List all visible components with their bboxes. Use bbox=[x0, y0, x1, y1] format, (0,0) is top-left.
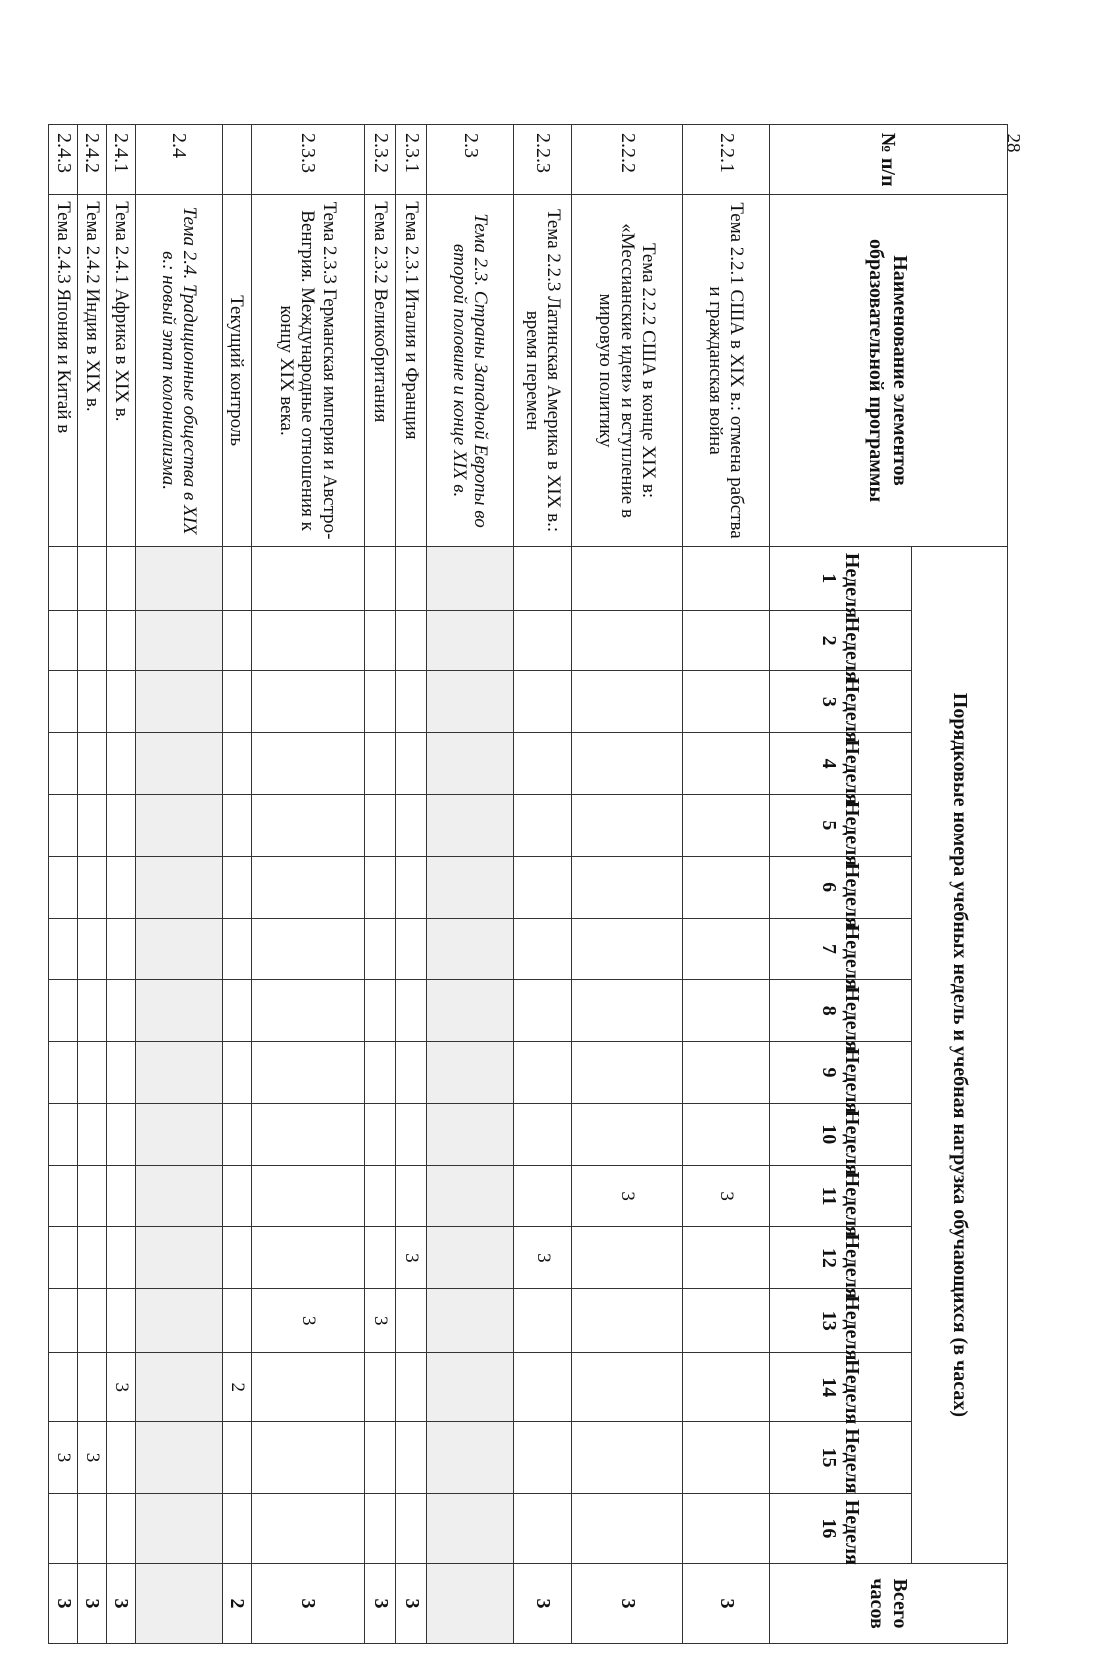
schedule-table bbox=[48, 124, 1008, 1644]
hours-cell-week-2 bbox=[49, 610, 78, 671]
header-week-8: Неделя 8 bbox=[770, 980, 912, 1042]
hours-cell-week-14 bbox=[396, 1353, 427, 1422]
hours-cell-week-11 bbox=[365, 1165, 396, 1227]
table-row bbox=[106, 125, 135, 1644]
hours-cell-week-13 bbox=[78, 1289, 107, 1353]
hours-cell-week-4 bbox=[683, 733, 770, 795]
hours-cell-week-5 bbox=[222, 794, 251, 856]
hours-cell-week-3 bbox=[427, 671, 514, 733]
hours-cell-week-9 bbox=[427, 1042, 514, 1104]
hours-cell-week-9 bbox=[396, 1042, 427, 1104]
hours-cell-week-5 bbox=[106, 794, 135, 856]
hours-cell-week-7 bbox=[571, 918, 682, 980]
hours-cell-week-14 bbox=[514, 1353, 572, 1422]
table-row bbox=[571, 125, 682, 1644]
hours-cell-week-8 bbox=[571, 980, 682, 1042]
hours-cell-week-3 bbox=[222, 671, 251, 733]
hours-cell-week-9 bbox=[251, 1042, 364, 1104]
row-total: 3 bbox=[571, 1564, 682, 1644]
hours-cell-week-14: 3 bbox=[106, 1353, 135, 1422]
hours-cell-week-10 bbox=[222, 1103, 251, 1165]
hours-cell-week-7 bbox=[135, 918, 222, 980]
hours-cell-week-10 bbox=[49, 1103, 78, 1165]
hours-cell-week-6 bbox=[135, 856, 222, 918]
row-number bbox=[222, 125, 251, 195]
hours-cell-week-6 bbox=[683, 856, 770, 918]
hours-cell-week-3 bbox=[106, 671, 135, 733]
hours-cell-week-15 bbox=[514, 1422, 572, 1493]
hours-cell-week-11 bbox=[49, 1165, 78, 1227]
row-number: 2.4.3 bbox=[49, 125, 78, 195]
row-name: Тема 2.4.2 Индия в XIX в. bbox=[78, 195, 107, 547]
hours-cell-week-7 bbox=[106, 918, 135, 980]
header-row-top bbox=[912, 125, 1008, 1644]
hours-cell-week-2 bbox=[427, 610, 514, 671]
hours-cell-week-13 bbox=[427, 1289, 514, 1353]
hours-cell-week-8 bbox=[251, 980, 364, 1042]
hours-cell-week-9 bbox=[78, 1042, 107, 1104]
hours-cell-week-12 bbox=[683, 1227, 770, 1289]
hours-cell-week-1 bbox=[251, 546, 364, 610]
hours-cell-week-2 bbox=[78, 610, 107, 671]
header-week-15: Неделя 15 bbox=[770, 1422, 912, 1493]
hours-cell-week-1 bbox=[427, 546, 514, 610]
header-week-1: Неделя 1 bbox=[770, 546, 912, 610]
hours-cell-week-2 bbox=[135, 610, 222, 671]
hours-cell-week-13 bbox=[571, 1289, 682, 1353]
hours-cell-week-13 bbox=[49, 1289, 78, 1353]
row-total bbox=[135, 1564, 222, 1644]
hours-cell-week-8 bbox=[396, 980, 427, 1042]
hours-cell-week-2 bbox=[571, 610, 682, 671]
hours-cell-week-16 bbox=[365, 1493, 396, 1563]
hours-cell-week-8 bbox=[427, 980, 514, 1042]
row-total: 3 bbox=[514, 1564, 572, 1644]
hours-cell-week-8 bbox=[78, 980, 107, 1042]
hours-cell-week-6 bbox=[251, 856, 364, 918]
row-name: Тема 2.3.1 Италия и Франция bbox=[396, 195, 427, 547]
hours-cell-week-6 bbox=[514, 856, 572, 918]
hours-cell-week-3 bbox=[251, 671, 364, 733]
hours-cell-week-7 bbox=[49, 918, 78, 980]
row-number: 2.4.1 bbox=[106, 125, 135, 195]
hours-cell-week-4 bbox=[365, 733, 396, 795]
hours-cell-week-12 bbox=[222, 1227, 251, 1289]
hours-cell-week-2 bbox=[251, 610, 364, 671]
rotated-table-wrapper bbox=[48, 124, 1008, 1644]
hours-cell-week-16 bbox=[222, 1493, 251, 1563]
row-name: Тема 2.4. Традиционные общества в XIX в.: новый этап колониализма. bbox=[135, 195, 222, 547]
row-number: 2.2.1 bbox=[683, 125, 770, 195]
row-name: Тема 2.3. Страны Западной Европы во второй половине и конце XIX в. bbox=[427, 195, 514, 547]
hours-cell-week-14 bbox=[49, 1353, 78, 1422]
hours-cell-week-9 bbox=[135, 1042, 222, 1104]
header-name: Наименование элементов образовательной программы bbox=[770, 195, 1008, 547]
hours-cell-week-6 bbox=[49, 856, 78, 918]
hours-cell-week-11 bbox=[78, 1165, 107, 1227]
table-row bbox=[427, 125, 514, 1644]
hours-cell-week-10 bbox=[365, 1103, 396, 1165]
row-number: 2.3.1 bbox=[396, 125, 427, 195]
hours-cell-week-15: 3 bbox=[49, 1422, 78, 1493]
hours-cell-week-16 bbox=[571, 1493, 682, 1563]
header-week-13: Неделя 13 bbox=[770, 1289, 912, 1353]
hours-cell-week-6 bbox=[222, 856, 251, 918]
hours-cell-week-4 bbox=[78, 733, 107, 795]
hours-cell-week-7 bbox=[396, 918, 427, 980]
hours-cell-week-15 bbox=[365, 1422, 396, 1493]
hours-cell-week-7 bbox=[365, 918, 396, 980]
hours-cell-week-1 bbox=[106, 546, 135, 610]
hours-cell-week-8 bbox=[683, 980, 770, 1042]
hours-cell-week-7 bbox=[427, 918, 514, 980]
hours-cell-week-13 bbox=[106, 1289, 135, 1353]
hours-cell-week-1 bbox=[365, 546, 396, 610]
hours-cell-week-4 bbox=[106, 733, 135, 795]
hours-cell-week-4 bbox=[49, 733, 78, 795]
hours-cell-week-9 bbox=[571, 1042, 682, 1104]
hours-cell-week-12 bbox=[571, 1227, 682, 1289]
hours-cell-week-4 bbox=[571, 733, 682, 795]
hours-cell-week-5 bbox=[427, 794, 514, 856]
hours-cell-week-7 bbox=[514, 918, 572, 980]
hours-cell-week-8 bbox=[135, 980, 222, 1042]
hours-cell-week-15 bbox=[106, 1422, 135, 1493]
table-row bbox=[135, 125, 222, 1644]
hours-cell-week-14 bbox=[683, 1353, 770, 1422]
hours-cell-week-6 bbox=[571, 856, 682, 918]
hours-cell-week-10 bbox=[427, 1103, 514, 1165]
hours-cell-week-11 bbox=[106, 1165, 135, 1227]
hours-cell-week-13 bbox=[135, 1289, 222, 1353]
hours-cell-week-13: 3 bbox=[365, 1289, 396, 1353]
hours-cell-week-7 bbox=[251, 918, 364, 980]
hours-cell-week-16 bbox=[49, 1493, 78, 1563]
hours-cell-week-2 bbox=[106, 610, 135, 671]
hours-cell-week-5 bbox=[365, 794, 396, 856]
hours-cell-week-16 bbox=[683, 1493, 770, 1563]
hours-cell-week-5 bbox=[514, 794, 572, 856]
hours-cell-week-5 bbox=[49, 794, 78, 856]
hours-cell-week-7 bbox=[683, 918, 770, 980]
hours-cell-week-1 bbox=[683, 546, 770, 610]
hours-cell-week-4 bbox=[135, 733, 222, 795]
hours-cell-week-11 bbox=[251, 1165, 364, 1227]
row-name: Тема 2.3.2 Великобритания bbox=[365, 195, 396, 547]
row-number: 2.3.3 bbox=[251, 125, 364, 195]
header-week-16: Неделя 16 bbox=[770, 1493, 912, 1563]
hours-cell-week-10 bbox=[78, 1103, 107, 1165]
row-total bbox=[427, 1564, 514, 1644]
hours-cell-week-3 bbox=[135, 671, 222, 733]
hours-cell-week-8 bbox=[365, 980, 396, 1042]
hours-cell-week-14 bbox=[78, 1353, 107, 1422]
hours-cell-week-8 bbox=[514, 980, 572, 1042]
row-name: Тема 2.2.2 США в конце XIX в: «Мессианские идеи» и вступление в мировую политику bbox=[571, 195, 682, 547]
hours-cell-week-16 bbox=[106, 1493, 135, 1563]
hours-cell-week-4 bbox=[396, 733, 427, 795]
row-total: 2 bbox=[222, 1564, 251, 1644]
hours-cell-week-12 bbox=[106, 1227, 135, 1289]
hours-cell-week-11 bbox=[427, 1165, 514, 1227]
hours-cell-week-3 bbox=[396, 671, 427, 733]
hours-cell-week-15 bbox=[396, 1422, 427, 1493]
hours-cell-week-12: 3 bbox=[514, 1227, 572, 1289]
hours-cell-week-15 bbox=[683, 1422, 770, 1493]
header-week-3: Неделя 3 bbox=[770, 671, 912, 733]
hours-cell-week-6 bbox=[396, 856, 427, 918]
hours-cell-week-9 bbox=[683, 1042, 770, 1104]
hours-cell-week-12 bbox=[365, 1227, 396, 1289]
row-total: 3 bbox=[251, 1564, 364, 1644]
hours-cell-week-9 bbox=[106, 1042, 135, 1104]
header-week-9: Неделя 9 bbox=[770, 1042, 912, 1104]
hours-cell-week-15 bbox=[251, 1422, 364, 1493]
schedule-sheet bbox=[48, 124, 1008, 1644]
hours-cell-week-10 bbox=[396, 1103, 427, 1165]
row-number: 2.3 bbox=[427, 125, 514, 195]
hours-cell-week-2 bbox=[514, 610, 572, 671]
header-week-11: Неделя 11 bbox=[770, 1165, 912, 1227]
hours-cell-week-14 bbox=[365, 1353, 396, 1422]
row-total: 3 bbox=[49, 1564, 78, 1644]
hours-cell-week-10 bbox=[135, 1103, 222, 1165]
hours-cell-week-6 bbox=[365, 856, 396, 918]
hours-cell-week-10 bbox=[571, 1103, 682, 1165]
row-name: Тема 2.4.3 Япония и Китай в bbox=[49, 195, 78, 547]
hours-cell-week-5 bbox=[78, 794, 107, 856]
hours-cell-week-16 bbox=[514, 1493, 572, 1563]
header-week-5: Неделя 5 bbox=[770, 794, 912, 856]
hours-cell-week-3 bbox=[78, 671, 107, 733]
hours-cell-week-1 bbox=[571, 546, 682, 610]
hours-cell-week-12 bbox=[427, 1227, 514, 1289]
table-row bbox=[365, 125, 396, 1644]
hours-cell-week-6 bbox=[427, 856, 514, 918]
hours-cell-week-1 bbox=[396, 546, 427, 610]
row-number: 2.4.2 bbox=[78, 125, 107, 195]
header-weeks-title: Порядковые номера учебных недель и учебная нагрузка обучающихся (в часах) bbox=[912, 546, 1008, 1563]
hours-cell-week-2 bbox=[365, 610, 396, 671]
hours-cell-week-10 bbox=[683, 1103, 770, 1165]
hours-cell-week-1 bbox=[222, 546, 251, 610]
header-week-14: Неделя 14 bbox=[770, 1353, 912, 1422]
hours-cell-week-5 bbox=[571, 794, 682, 856]
hours-cell-week-15 bbox=[571, 1422, 682, 1493]
hours-cell-week-13 bbox=[396, 1289, 427, 1353]
hours-cell-week-4 bbox=[251, 733, 364, 795]
hours-cell-week-2 bbox=[222, 610, 251, 671]
hours-cell-week-13 bbox=[222, 1289, 251, 1353]
header-week-4: Неделя 4 bbox=[770, 733, 912, 795]
hours-cell-week-3 bbox=[514, 671, 572, 733]
hours-cell-week-16 bbox=[427, 1493, 514, 1563]
row-name: Текущий контроль bbox=[222, 195, 251, 547]
hours-cell-week-1 bbox=[49, 546, 78, 610]
hours-cell-week-8 bbox=[222, 980, 251, 1042]
hours-cell-week-10 bbox=[514, 1103, 572, 1165]
hours-cell-week-11 bbox=[514, 1165, 572, 1227]
row-name: Тема 2.2.1 США в XIX в.: отмена рабства и гражданская война bbox=[683, 195, 770, 547]
hours-cell-week-7 bbox=[222, 918, 251, 980]
hours-cell-week-9 bbox=[514, 1042, 572, 1104]
hours-cell-week-9 bbox=[222, 1042, 251, 1104]
hours-cell-week-3 bbox=[571, 671, 682, 733]
hours-cell-week-16 bbox=[135, 1493, 222, 1563]
hours-cell-week-7 bbox=[78, 918, 107, 980]
header-week-12: Неделя 12 bbox=[770, 1227, 912, 1289]
hours-cell-week-16 bbox=[396, 1493, 427, 1563]
row-name: Тема 2.4.1 Африка в XIX в. bbox=[106, 195, 135, 547]
header-num: № п/п bbox=[770, 125, 1008, 195]
hours-cell-week-16 bbox=[251, 1493, 364, 1563]
row-total: 3 bbox=[106, 1564, 135, 1644]
table-row bbox=[514, 125, 572, 1644]
table-body bbox=[49, 125, 770, 1644]
hours-cell-week-5 bbox=[683, 794, 770, 856]
hours-cell-week-9 bbox=[365, 1042, 396, 1104]
header-total: Всего часов bbox=[770, 1564, 1008, 1644]
hours-cell-week-12 bbox=[78, 1227, 107, 1289]
hours-cell-week-3 bbox=[49, 671, 78, 733]
hours-cell-week-9 bbox=[49, 1042, 78, 1104]
hours-cell-week-11 bbox=[396, 1165, 427, 1227]
header-week-10: Неделя 10 bbox=[770, 1103, 912, 1165]
table-row bbox=[251, 125, 364, 1644]
table-row bbox=[222, 125, 251, 1644]
hours-cell-week-6 bbox=[106, 856, 135, 918]
hours-cell-week-14 bbox=[427, 1353, 514, 1422]
hours-cell-week-3 bbox=[683, 671, 770, 733]
hours-cell-week-11 bbox=[135, 1165, 222, 1227]
row-number: 2.4 bbox=[135, 125, 222, 195]
hours-cell-week-11 bbox=[222, 1165, 251, 1227]
row-total: 3 bbox=[683, 1564, 770, 1644]
page-number: 28 bbox=[1002, 133, 1024, 153]
hours-cell-week-16 bbox=[78, 1493, 107, 1563]
hours-cell-week-2 bbox=[683, 610, 770, 671]
table-row bbox=[683, 125, 770, 1644]
hours-cell-week-4 bbox=[427, 733, 514, 795]
table-row bbox=[396, 125, 427, 1644]
header-week-2: Неделя 2 bbox=[770, 610, 912, 671]
table-row bbox=[49, 125, 78, 1644]
hours-cell-week-14: 2 bbox=[222, 1353, 251, 1422]
hours-cell-week-13 bbox=[514, 1289, 572, 1353]
row-number: 2.2.2 bbox=[571, 125, 682, 195]
row-name: Тема 2.2.3 Латинская Америка в XIX в.: время перемен bbox=[514, 195, 572, 547]
hours-cell-week-14 bbox=[135, 1353, 222, 1422]
hours-cell-week-15 bbox=[427, 1422, 514, 1493]
row-total: 3 bbox=[78, 1564, 107, 1644]
header-week-6: Неделя 6 bbox=[770, 856, 912, 918]
hours-cell-week-4 bbox=[222, 733, 251, 795]
hours-cell-week-15: 3 bbox=[78, 1422, 107, 1493]
hours-cell-week-6 bbox=[78, 856, 107, 918]
row-number: 2.2.3 bbox=[514, 125, 572, 195]
hours-cell-week-15 bbox=[222, 1422, 251, 1493]
table-row bbox=[78, 125, 107, 1644]
row-name: Тема 2.3.3 Германская империя и Австро-Венгрия. Международные отношения к концу XIX века. bbox=[251, 195, 364, 547]
hours-cell-week-5 bbox=[396, 794, 427, 856]
hours-cell-week-5 bbox=[135, 794, 222, 856]
hours-cell-week-11: 3 bbox=[683, 1165, 770, 1227]
row-number: 2.3.2 bbox=[365, 125, 396, 195]
hours-cell-week-12 bbox=[251, 1227, 364, 1289]
hours-cell-week-5 bbox=[251, 794, 364, 856]
hours-cell-week-10 bbox=[106, 1103, 135, 1165]
hours-cell-week-15 bbox=[135, 1422, 222, 1493]
hours-cell-week-8 bbox=[49, 980, 78, 1042]
hours-cell-week-14 bbox=[251, 1353, 364, 1422]
hours-cell-week-12 bbox=[49, 1227, 78, 1289]
hours-cell-week-12 bbox=[135, 1227, 222, 1289]
hours-cell-week-2 bbox=[396, 610, 427, 671]
hours-cell-week-12: 3 bbox=[396, 1227, 427, 1289]
hours-cell-week-14 bbox=[571, 1353, 682, 1422]
hours-cell-week-10 bbox=[251, 1103, 364, 1165]
hours-cell-week-1 bbox=[514, 546, 572, 610]
hours-cell-week-3 bbox=[365, 671, 396, 733]
hours-cell-week-11: 3 bbox=[571, 1165, 682, 1227]
hours-cell-week-8 bbox=[106, 980, 135, 1042]
hours-cell-week-1 bbox=[78, 546, 107, 610]
header-week-7: Неделя 7 bbox=[770, 918, 912, 980]
hours-cell-week-4 bbox=[514, 733, 572, 795]
hours-cell-week-1 bbox=[135, 546, 222, 610]
hours-cell-week-13 bbox=[683, 1289, 770, 1353]
hours-cell-week-13: 3 bbox=[251, 1289, 364, 1353]
row-total: 3 bbox=[365, 1564, 396, 1644]
row-total: 3 bbox=[396, 1564, 427, 1644]
